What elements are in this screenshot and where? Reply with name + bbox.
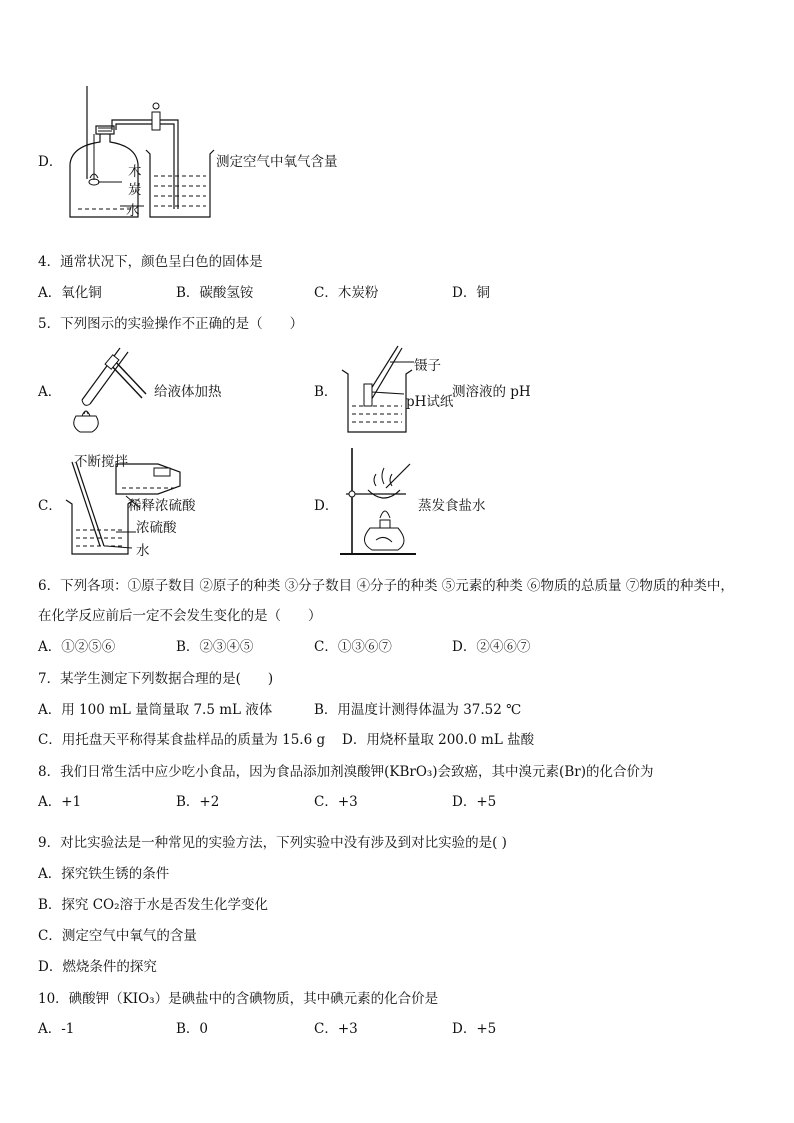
q3-label-tan: 炭 bbox=[128, 182, 142, 198]
q5-option-b-caption: 测溶液的 pH bbox=[452, 384, 531, 400]
q8-stem: 8．我们日常生活中应少吃小食品，因为食品添加剂溴酸钾(KBrO₃)会致癌，其中溴元素(Br)的化合价为 bbox=[38, 764, 654, 780]
q8-option-b: B．+2 bbox=[176, 794, 220, 810]
q6-option-d: D．②④⑥⑦ bbox=[452, 639, 531, 655]
q5-option-d-letter: D． bbox=[314, 498, 339, 514]
q10-stem: 10．碘酸钾（KIO₃）是碘盐中的含碘物质，其中碘元素的化合价是 bbox=[38, 991, 439, 1007]
q5-option-a-caption: 给液体加热 bbox=[154, 384, 222, 400]
q6-stem-line2: 在化学反应前后一定不会发生变化的是（ ） bbox=[38, 608, 322, 624]
q10-option-b: B．0 bbox=[176, 1021, 209, 1037]
q5-c-caption: 稀释浓硫酸 bbox=[128, 498, 196, 514]
q6-option-b: B．②③④⑤ bbox=[176, 639, 254, 655]
q4-option-a: A．氧化铜 bbox=[38, 285, 102, 301]
q3-option-d-letter: D． bbox=[38, 154, 63, 170]
q10-option-a: A．-1 bbox=[38, 1021, 75, 1037]
q6-stem-line1: 6．下列各项：①原子数目 ②原子的种类 ③分子数目 ④分子的种类 ⑤元素的种类 ⑥物质的总质量 ⑦物质的种类中， bbox=[38, 578, 734, 594]
q3-option-d-caption: 测定空气中氧气含量 bbox=[216, 154, 338, 170]
q4-stem: 4．通常状况下，颜色呈白色的固体是 bbox=[38, 254, 263, 270]
q5-option-c-letter: C． bbox=[38, 498, 62, 514]
q9-option-d: D．燃烧条件的探究 bbox=[38, 959, 157, 975]
q8-option-a: A．+1 bbox=[38, 794, 82, 810]
q5-stem: 5．下列图示的实验操作不正确的是（ ） bbox=[38, 316, 304, 332]
q5-b-label-tweezers: 镊子 bbox=[414, 358, 441, 374]
q4-option-d: D．铜 bbox=[452, 285, 490, 301]
q5-evaporating-figure bbox=[336, 444, 420, 558]
q5-c-label-acid: 浓硫酸 bbox=[136, 520, 177, 536]
q5-heating-liquid-figure bbox=[62, 340, 152, 436]
q9-stem: 9．对比实验法是一种常见的实验方法，下列实验中没有涉及到对比实验的是( ) bbox=[38, 835, 507, 851]
q5-option-b-letter: B． bbox=[314, 384, 338, 400]
q9-option-a: A．探究铁生锈的条件 bbox=[38, 866, 170, 882]
q7-option-a: A．用 100 mL 量筒量取 7.5 mL 液体 bbox=[38, 702, 273, 718]
q5-c-label-water: 水 bbox=[136, 543, 150, 559]
q6-option-a: A．①②⑤⑥ bbox=[38, 639, 116, 655]
q7-stem: 7．某学生测定下列数据合理的是( ) bbox=[38, 671, 274, 687]
q3-oxygen-apparatus-figure bbox=[60, 84, 220, 222]
q3-label-shui: 水 bbox=[126, 203, 140, 219]
q10-option-c: C．+3 bbox=[314, 1021, 358, 1037]
q10-option-d: D．+5 bbox=[452, 1021, 497, 1037]
q6-option-c: C．①③⑥⑦ bbox=[314, 639, 392, 655]
q9-option-b: B．探究 CO₂溶于水是否发生化学变化 bbox=[38, 897, 269, 913]
q5-b-label-ph-paper: pH试纸 bbox=[406, 394, 454, 410]
q8-option-d: D．+5 bbox=[452, 794, 497, 810]
q7-option-b: B．用温度计测得体温为 37.52 ℃ bbox=[314, 702, 522, 718]
q4-option-c: C．木炭粉 bbox=[314, 285, 379, 301]
q5-option-d-caption: 蒸发食盐水 bbox=[418, 498, 486, 514]
q4-option-b: B．碳酸氢铵 bbox=[176, 285, 254, 301]
q9-option-c: C．测定空气中氧气的含量 bbox=[38, 928, 197, 944]
q5-c-label-stir: 不断搅拌 bbox=[74, 454, 128, 470]
q7-option-d: D．用烧杯量取 200.0 mL 盐酸 bbox=[342, 732, 535, 748]
q8-option-c: C．+3 bbox=[314, 794, 358, 810]
q3-label-mu: 木 bbox=[128, 164, 142, 180]
q5-option-a-letter: A． bbox=[38, 384, 62, 400]
q7-option-c: C．用托盘天平称得某食盐样品的质量为 15.6 g bbox=[38, 732, 326, 748]
